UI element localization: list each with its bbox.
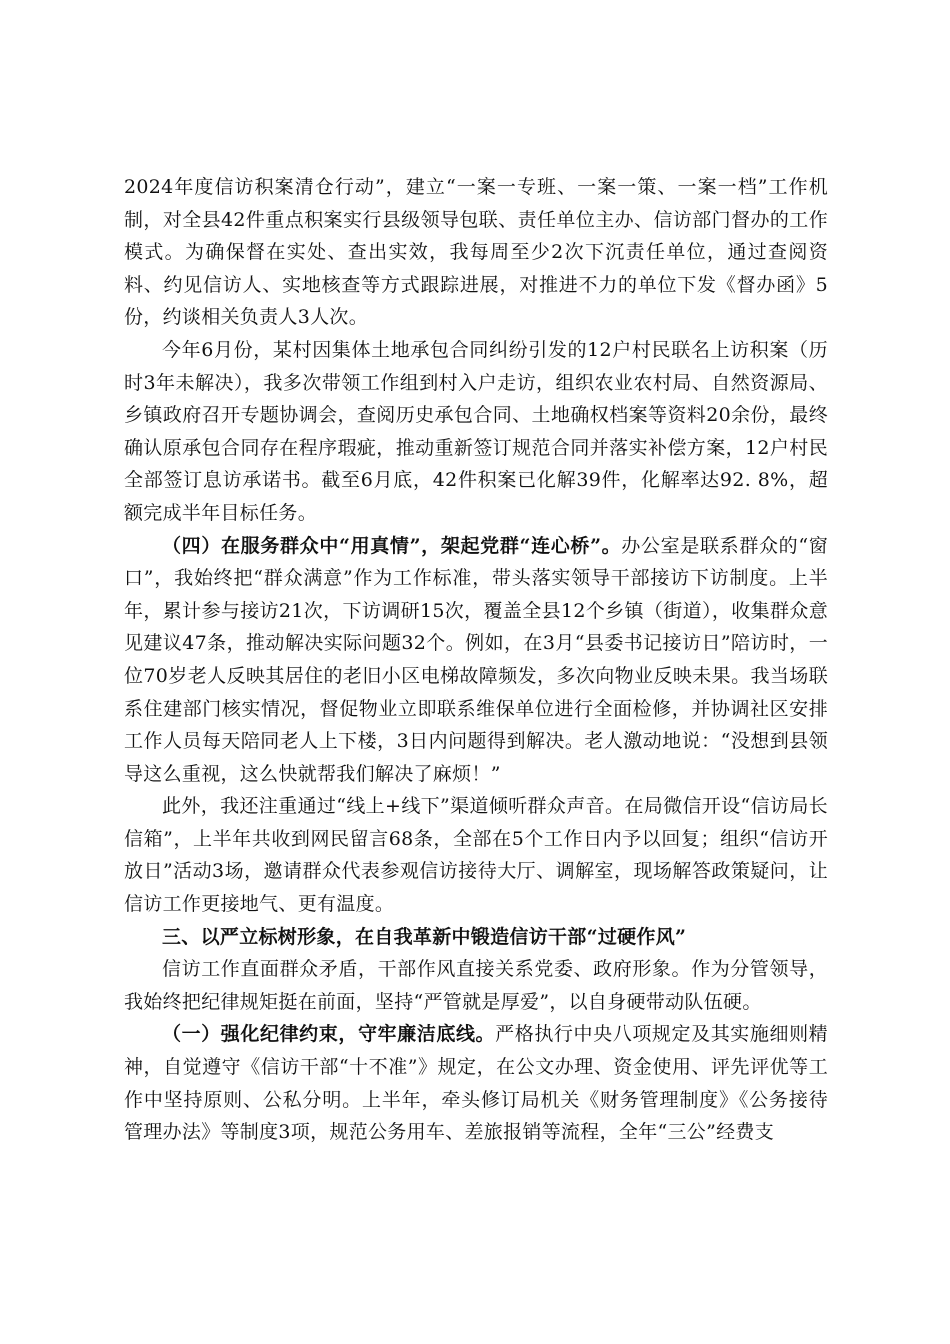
paragraph-4-text: 此外，我还注重通过“线上+线下”渠道倾听群众声音。在局微信开设“信访局长信箱”，上半年共收到网民留言68条，全部在5个工作日内予以回复；组织“信访开放日”活动3场，邀请群众代表参观信访接待大厅、调解室，现场解答政策疑问，让信访工作更接地气、更有温度。 xyxy=(124,795,828,916)
paragraph-6 xyxy=(124,1018,828,1148)
paragraph-4 xyxy=(124,790,828,920)
document-page xyxy=(124,171,828,1149)
paragraph-1-text: 2024年度信访积案清仓行动”，建立“一案一专班、一案一策、一案一档”工作机制，对全县42件重点积案实行县级领导包联、责任单位主办、信访部门督办的工作模式。为确保督在实处、查出实效，我每周至少2次下沉责任单位，通过查阅资料、约见信访人、实地核查等方式跟踪进展，对推进不力的单位下发《督办函》5份，约谈相关负责人3人次。 xyxy=(124,176,828,329)
paragraph-2-text: 今年6月份，某村因集体土地承包合同纠纷引发的12户村民联名上访积案（历时3年未解决），我多次带领工作组到村入户走访，组织农业农村局、自然资源局、乡镇政府召开专题协调会，查阅历史承包合同、土地确权档案等资料20余份，最终确认原承包合同存在程序瑕疵，推动重新签订规范合同并落实补偿方案，12户村民全部签订息访承诺书。截至6月底，42件积案已化解39件，化解率达92. 8%，超额完成半年目标任务。 xyxy=(124,338,828,524)
paragraph-5 xyxy=(124,953,828,1018)
section-heading-3-text: 三、以严立标树形象，在自我革新中锻造信访干部“过硬作风” xyxy=(162,925,687,948)
paragraph-6-text: 严格执行中央八项规定及其实施细则精神，自觉遵守《信访干部“十不准”》规定，在公文办理、资金使用、评先评优等工作中坚持原则、公私分明。上半年，牵头修订局机关《财务管理制度》《公务接待管理办法》等制度3项，规范公务用车、差旅报销等流程，全年“三公”经费支 xyxy=(124,1023,828,1144)
paragraph-5-text: 信访工作直面群众矛盾，干部作风直接关系党委、政府形象。作为分管领导，我始终把纪律规矩挺在前面，坚持“严管就是厚爱”，以自身硬带动队伍硬。 xyxy=(124,958,828,1013)
paragraph-3 xyxy=(124,530,828,791)
section-heading-3 xyxy=(124,921,828,954)
paragraph-3-text: 办公室是联系群众的“窗口”，我始终把“群众满意”作为工作标准，带头落实领导干部接访下访制度。上半年，累计参与接访21次，下访调研15次，覆盖全县12个乡镇（街道），收集群众意见建议47条，推动解决实际问题32个。例如，在3月“县委书记接访日”陪访时，一位70岁老人反映其居住的老旧小区电梯故障频发，多次向物业反映未果。我当场联系住建部门核实情况，督促物业立即联系维保单位进行全面检修，并协调社区安排工作人员每天陪同老人上下楼，3日内问题得到解决。老人激动地说：“没想到县领导这么重视，这么快就帮我们解决了麻烦！” xyxy=(124,534,829,785)
paragraph-1 xyxy=(124,171,828,334)
section-heading-4: （四）在服务群众中“用真情”，架起党群“连心桥”。 xyxy=(162,534,622,557)
subsection-heading-1: （一）强化纪律约束，守牢廉洁底线。 xyxy=(162,1023,496,1046)
paragraph-2 xyxy=(124,334,828,530)
